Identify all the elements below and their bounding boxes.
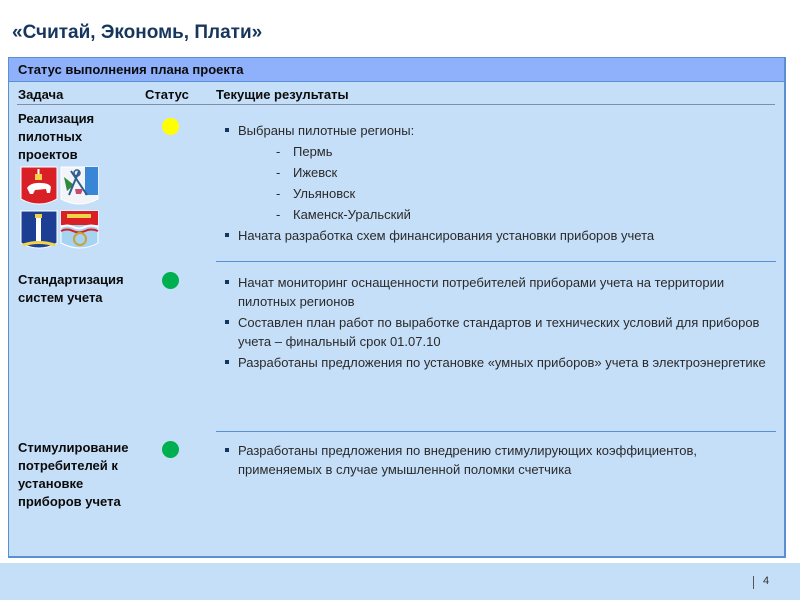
status-panel (8, 57, 786, 558)
results-pilot-projects (223, 121, 778, 247)
page-number: 4 (763, 575, 770, 587)
region-item-kamensk-uralsky: - Каменск-Уральский (276, 207, 411, 222)
panel-header (9, 58, 784, 82)
status-indicator-green (162, 272, 179, 289)
status-indicator-green (162, 441, 179, 458)
task-line: Стандартизация (18, 272, 124, 287)
dash: - (276, 144, 281, 159)
task-pilot-projects (18, 110, 94, 164)
slide-title: «Считай, Экономь, Плати» (12, 22, 263, 43)
region-name: Каменск-Уральский (293, 207, 411, 222)
kamensk-uralsky-crest-icon (61, 211, 98, 248)
task-line: Реализация (18, 111, 95, 126)
column-header-results: Текущие результаты (216, 87, 349, 102)
result-bullet: Разработаны предложения по внедрению стимулирующих коэффициентов, применяемых в случае умышленной поломки счетчика (223, 441, 778, 479)
task-line: пилотных (18, 129, 83, 144)
task-line: установке (18, 476, 84, 491)
task-line: проектов (18, 147, 78, 162)
row-divider (216, 261, 776, 262)
region-name: Пермь (293, 144, 333, 159)
task-line: систем учета (18, 290, 103, 305)
perm-crest-icon (21, 167, 57, 204)
region-item-izhevsk: - Ижевск (276, 165, 338, 180)
ulyanovsk-crest-icon (21, 211, 57, 248)
region-item-ulyanovsk: - Ульяновск (276, 186, 356, 201)
slide-footer (0, 563, 800, 600)
results-consumer-incentives (223, 441, 778, 481)
izhevsk-crest-icon (61, 167, 98, 204)
result-bullet: Составлен план работ по выработке стандартов и технических условий для приборов учета – финальный срок 01.07.10 (223, 313, 778, 351)
result-bullet: Начата разработка схем финансирования установки приборов учета (223, 226, 778, 245)
result-bullet: Выбраны пилотные регионы: (223, 121, 778, 140)
column-header-status: Статус (145, 87, 189, 102)
task-line: Стимулирование (18, 440, 129, 455)
result-bullet: Начат мониторинг оснащенности потребителей приборами учета на территории пилотных регионов (223, 273, 778, 311)
column-header-underline (17, 104, 775, 105)
task-consumer-incentives (18, 439, 129, 511)
page-number-separator (753, 576, 754, 589)
pilot-region-crests (19, 165, 101, 251)
result-bullet: Разработаны предложения по установке «умных приборов» учета в электроэнергетике (223, 353, 778, 372)
results-metering-standardization (223, 273, 778, 374)
region-item-perm (223, 142, 778, 161)
row-divider (216, 431, 776, 432)
region-name: Ижевск (293, 165, 338, 180)
task-line: приборов учета (18, 494, 121, 509)
panel-header-label: Статус выполнения плана проекта (18, 62, 244, 77)
region-name: Ульяновск (293, 186, 356, 201)
status-indicator-yellow (162, 118, 179, 135)
task-line: потребителей к (18, 458, 118, 473)
task-metering-standardization (18, 271, 124, 307)
column-header-task: Задача (18, 87, 64, 102)
